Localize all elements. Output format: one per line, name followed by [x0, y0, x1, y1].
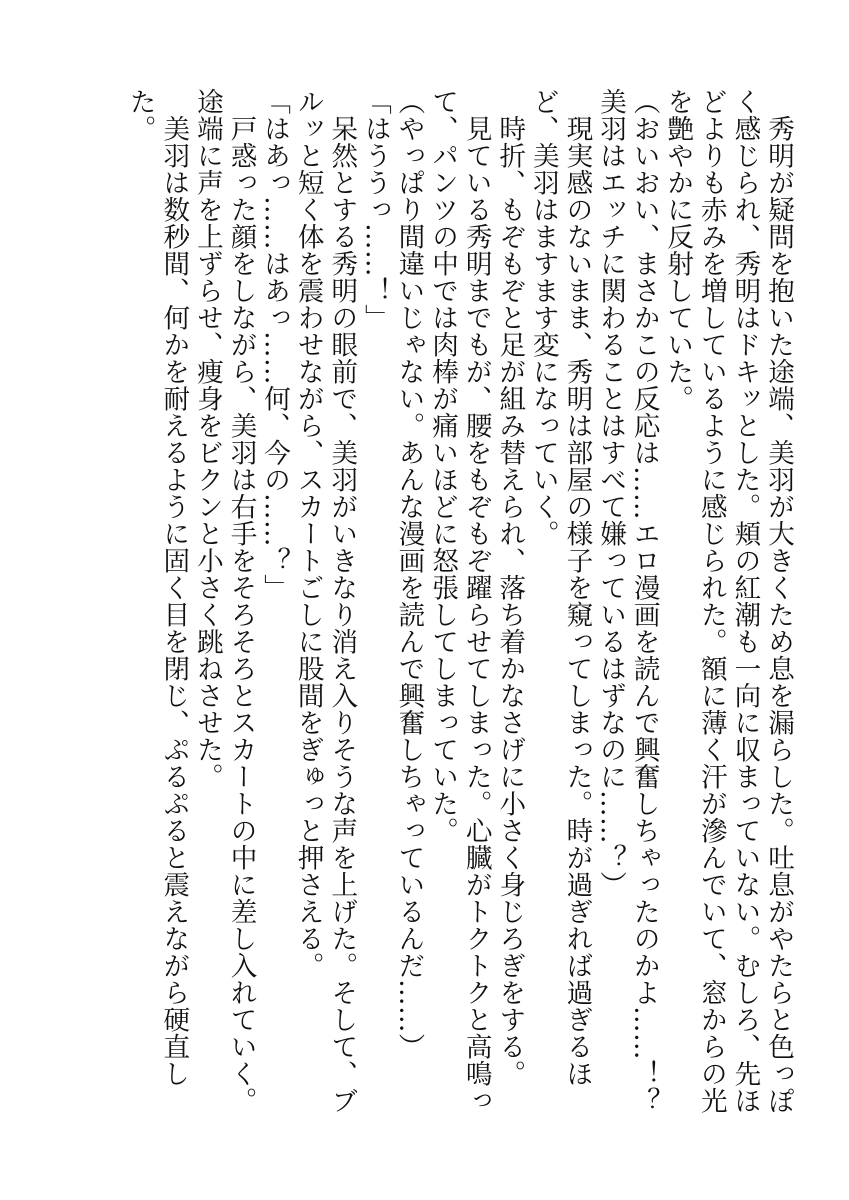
paragraph-2: （おいおい、まさかこの反応は……エロ漫画を読んで興奮しちゃったのかよ……！？ 美羽はエッチに関わることはすべて嫌っているはずなのに……？） — [595, 88, 660, 1141]
paragraph-4: 時折、もぞもぞと足が組み替えられ、落ち着かなさげに小さく身じろぎをする。 — [494, 88, 526, 1087]
paragraph-6: （やっぱり間違いじゃない。あんな漫画を読んで興奮しちゃっているんだ……） — [393, 88, 425, 1060]
paragraph-11: 美羽は数秒間、何かを耐えるように固く目を閉じ、ぷるぷると震えながら硬直した。 — [124, 88, 190, 1087]
paragraph-1: 秀明が疑問を抱いた途端、美羽が大きくため息を漏らした。吐息がやたらと色っぽく感じられ、秀明はドキッとした。頬の紅潮も一向に収まっていない。むしろ、先ほどよりも赤みを増しているように感じられた。額に薄く汗が滲んでいて、窓からの光を艶やかに反射していた。 — [662, 88, 794, 1114]
paragraph-7: 「はううっ……！」 — [359, 88, 391, 331]
paragraph-10: 戸惑った顔をしながら、美羽は右手をそろそろとスカートの中に差し入れていく。途端に声を上ずらせ、痩身をビクンと小さく跳ねさせた。 — [191, 88, 257, 1114]
paragraph-8: 呆然とする秀明の眼前で、美羽がいきなり消え入りそうな声を上げた。そして、ブルッと短く体を震わせながら、スカートごしに股間をぎゅっと押さえる。 — [292, 88, 358, 1114]
vertical-text-body — [123, 88, 795, 1141]
paragraph-3: 現実感のないまま、秀明は部屋の様子を窺ってしまった。時が過ぎれば過ぎるほど、美羽はますます変になっていく。 — [527, 88, 593, 1087]
paragraph-9: 「はあっ……はあっ……何、今の……？」 — [259, 88, 291, 601]
paragraph-5: 見ている秀明までもが、腰をもぞもぞ躍らせてしまった。心臓がトクトクと高鳴って、パンツの中では肉棒が痛いほどに怒張してしまっていた。 — [427, 88, 492, 1114]
